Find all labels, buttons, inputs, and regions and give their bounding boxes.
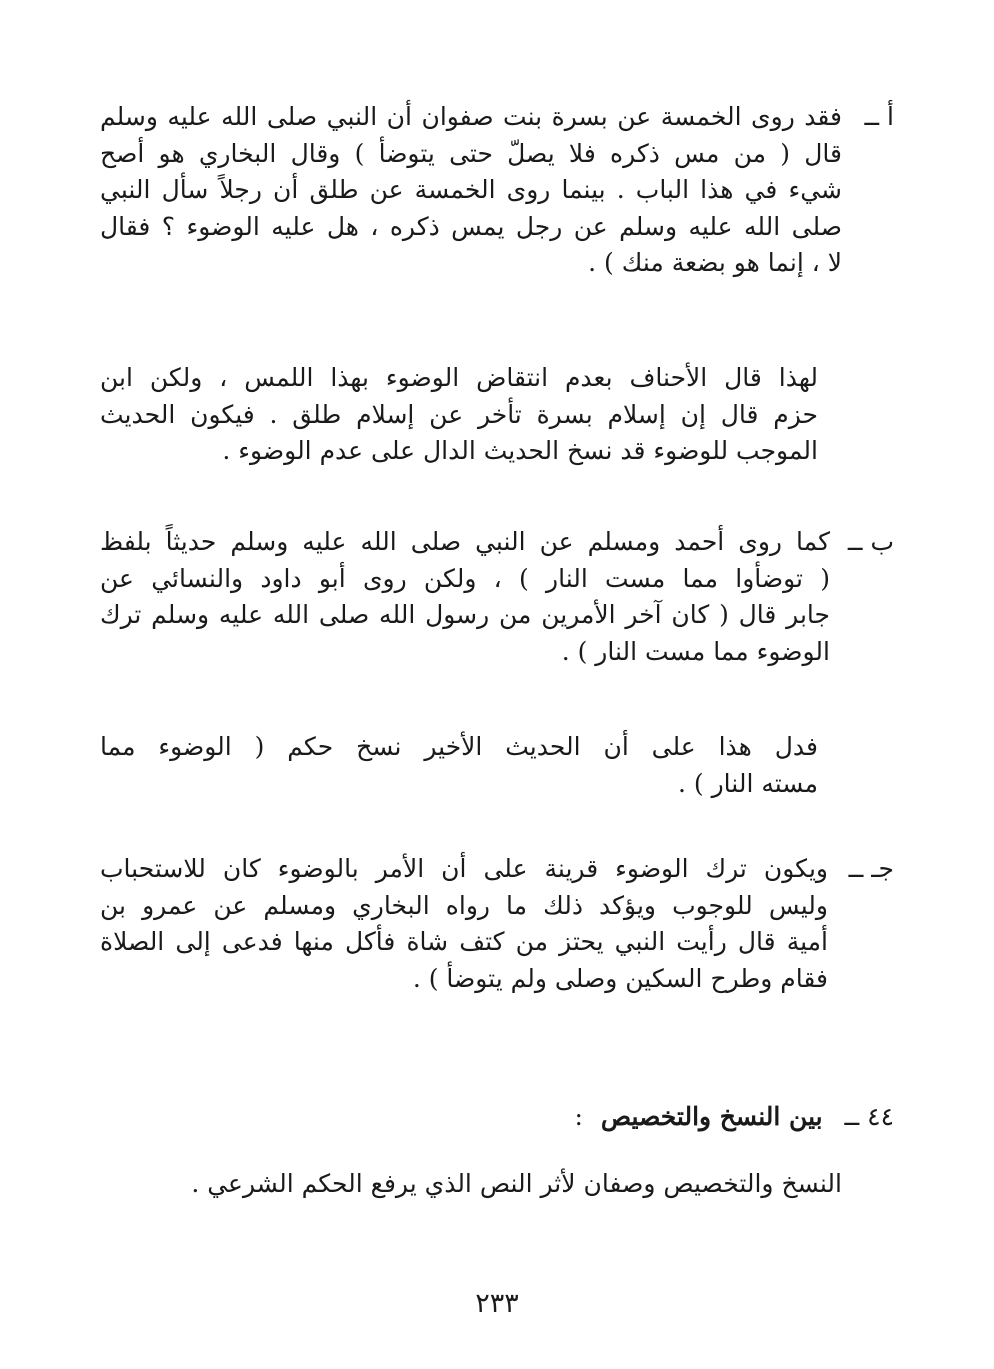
section-number: ٤٤ ــ <box>844 1102 894 1131</box>
text-line: وليس للوجوب ويؤكد ذلك ما رواه البخاري ومسلم عن عمرو بن <box>100 890 828 920</box>
text-line: كما روى أحمد ومسلم عن النبي صلى الله عليه وسلم حديثاً بلفظ <box>100 527 830 556</box>
section-body-text: النسخ والتخصيص وصفان لأثر النص الذي يرفع الحكم الشرعي . <box>191 1169 842 1198</box>
text-line: فقد روى الخمسة عن بسرة بنت صفوان أن النبي صلى الله عليه وسلم <box>100 102 842 131</box>
section-title: بين النسخ والتخصيص <box>600 1102 823 1131</box>
text-line: فقام وطرح السكين وصلى ولم يتوضأ ) . <box>412 963 828 993</box>
text-line: صلى الله عليه وسلم عن رجل يمس ذكره ، هل عليه الوضوء ؟ فقال <box>100 211 842 241</box>
text-line: حزم قال إن إسلام بسرة تأخر عن إسلام طلق . فيكون الحديث <box>100 399 818 429</box>
text-line: ويكون ترك الوضوء قرينة على أن الأمر بالوضوء كان للاستحباب <box>100 854 828 883</box>
item-marker-c: جـ ــ <box>848 854 894 883</box>
text-line: الموجب للوضوء قد نسخ الحديث الدال على عدم الوضوء . <box>222 436 818 466</box>
text-line: الوضوء مما مست النار ) . <box>561 636 830 666</box>
text-line: قال ( من مس ذكره فلا يصلّ حتى يتوضأ ) وقال البخاري هو أصح <box>100 138 842 168</box>
text-line: جابر قال ( كان آخر الأمرين من رسول الله صلى الله عليه وسلم ترك <box>100 600 830 630</box>
paragraph-a <box>100 99 842 282</box>
paragraph-a-note <box>100 360 818 470</box>
paragraph-b-note <box>100 729 818 802</box>
text-line: ( توضأوا مما مست النار ) ، ولكن روى أبو داود والنسائي عن <box>100 563 830 593</box>
text-line: شيء في هذا الباب . بينما روى الخمسة عن طلق أن رجلاً سأل النبي <box>100 175 842 205</box>
section-colon: : <box>574 1102 583 1131</box>
page-number: ٢٣٣ <box>475 1288 519 1319</box>
item-marker-b: ب ــ <box>847 527 894 556</box>
item-marker-a: أ ــ <box>864 102 894 131</box>
section-heading <box>575 1099 894 1136</box>
text-line: أمية قال رأيت النبي يحتز من كتف شاة فأكل منها فدعى إلى الصلاة <box>100 927 828 957</box>
text-line: فدل هذا على أن الحديث الأخير نسخ حكم ( الوضوء مما <box>100 732 818 761</box>
text-line: مسته النار ) . <box>678 768 818 798</box>
paragraph-c <box>100 851 828 997</box>
section-body <box>191 1166 842 1203</box>
text-line: لا ، إنما هو بضعة منك ) . <box>588 248 842 278</box>
paragraph-b <box>100 524 830 670</box>
text-line: لهذا قال الأحناف بعدم انتقاض الوضوء بهذا اللمس ، ولكن ابن <box>100 363 818 392</box>
